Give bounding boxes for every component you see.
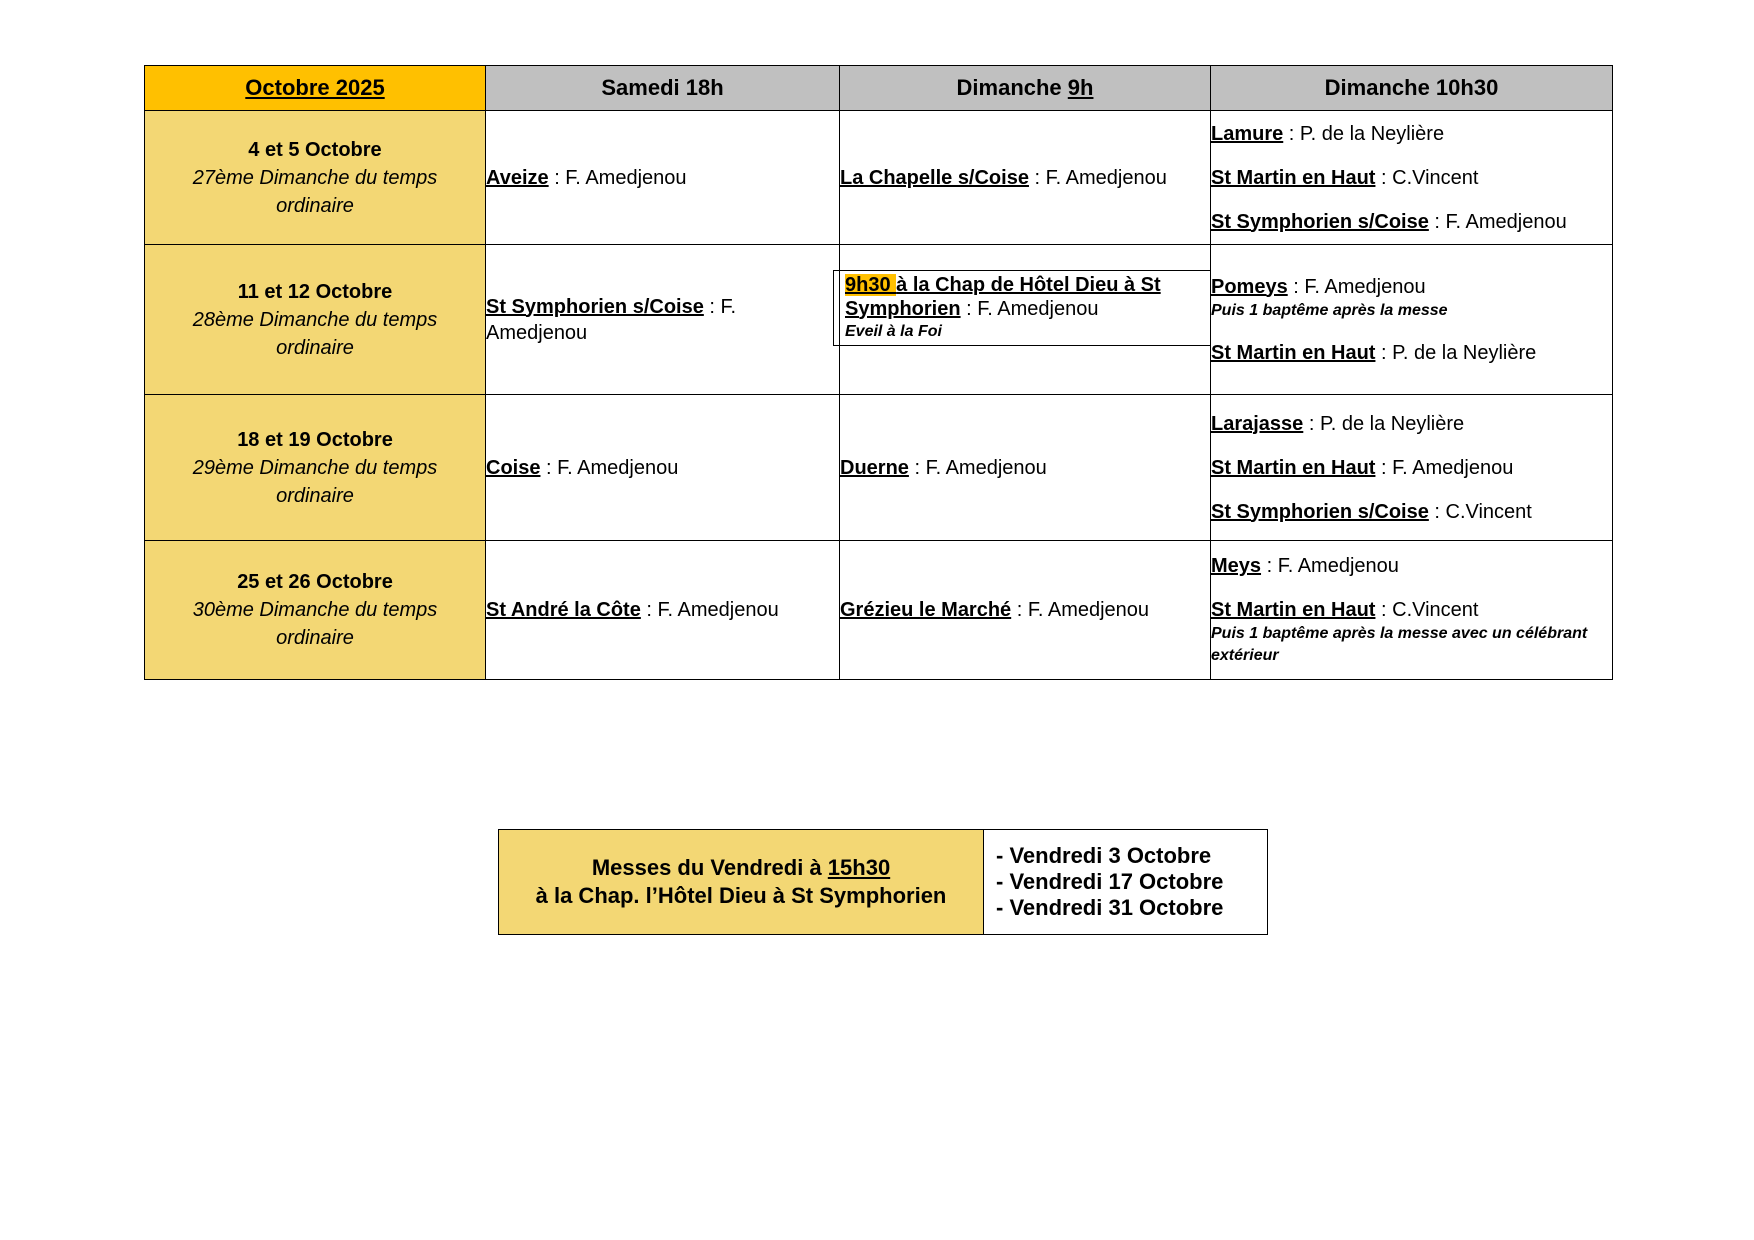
list-item: - Vendredi 31 Octobre bbox=[996, 895, 1224, 920]
place-name: St Martin en Haut bbox=[1211, 599, 1376, 621]
date-cell bbox=[145, 111, 486, 245]
friday-dates-cell bbox=[984, 830, 1268, 935]
place-name: Pomeys bbox=[1211, 275, 1288, 298]
priest-name: : F. Amedjenou bbox=[960, 297, 1099, 320]
priest-name: : F. Amedjenou bbox=[1011, 599, 1150, 621]
place-name: St André la Côte bbox=[486, 599, 641, 621]
place-name: St Symphorien s/Coise bbox=[1211, 500, 1429, 523]
priest-name: : C.Vincent bbox=[1375, 599, 1479, 621]
priest-name: : C.Vincent bbox=[1428, 500, 1532, 523]
place-name: Meys bbox=[1211, 555, 1262, 577]
sunday-9h-cell bbox=[840, 111, 1211, 245]
mass-schedule-table bbox=[144, 65, 1613, 680]
priest-name: : F. Amedjenou bbox=[548, 166, 687, 189]
month-header: Octobre 2025 bbox=[145, 66, 486, 111]
saturday-cell bbox=[486, 541, 840, 680]
list-item: - Vendredi 3 Octobre bbox=[996, 843, 1212, 868]
sunday-9h-cell bbox=[840, 245, 1211, 395]
priest-name: : P. de la Neylière bbox=[1303, 412, 1465, 435]
priest-name: : C.Vincent bbox=[1375, 166, 1479, 189]
table-row bbox=[145, 111, 1613, 245]
special-mass-box bbox=[833, 270, 1211, 346]
liturgical-title: 27ème Dimanche du temps ordinaire bbox=[192, 166, 438, 217]
table-row bbox=[145, 541, 1613, 680]
mass-note: Eveil à la Foi bbox=[845, 322, 942, 340]
priest-name: : F. Amedjenou bbox=[1028, 166, 1167, 189]
sunday-1030-cell bbox=[1211, 111, 1613, 245]
place-name: La Chapelle s/Coise bbox=[840, 166, 1029, 189]
priest-name: : F. Amedjenou bbox=[640, 599, 779, 621]
friday-subtitle: à la Chap. l’Hôtel Dieu à St Symphorien bbox=[535, 883, 947, 908]
date-label: 25 et 26 Octobre bbox=[237, 571, 393, 593]
mass-note: Puis 1 baptême après la messe bbox=[1211, 301, 1448, 319]
date-cell bbox=[145, 245, 486, 395]
place-name: Coise bbox=[486, 456, 541, 479]
table-row bbox=[145, 395, 1613, 541]
friday-title-cell bbox=[499, 830, 984, 935]
saturday-cell bbox=[486, 245, 840, 395]
liturgical-title: 30ème Dimanche du temps ordinaire bbox=[192, 599, 438, 649]
sunday-9h-cell bbox=[840, 395, 1211, 541]
table-row bbox=[499, 830, 1268, 935]
priest-name: : F. Amedjenou bbox=[1375, 456, 1514, 479]
liturgical-title: 28ème Dimanche du temps ordinaire bbox=[192, 308, 438, 359]
place-name: Lamure bbox=[1211, 122, 1284, 145]
place-name: Duerne bbox=[840, 456, 909, 479]
header-row bbox=[145, 66, 1613, 111]
date-cell bbox=[145, 541, 486, 680]
date-cell bbox=[145, 395, 486, 541]
priest-name: : F. Amedjenou bbox=[908, 456, 1047, 479]
sunday-1030-header: Dimanche 10h30 bbox=[1211, 66, 1613, 111]
liturgical-title: 29ème Dimanche du temps ordinaire bbox=[192, 456, 438, 507]
friday-masses-table bbox=[498, 829, 1268, 935]
priest-name: : P. de la Neylière bbox=[1375, 341, 1537, 364]
priest-name: : F. Amedjenou bbox=[1287, 275, 1426, 298]
priest-name: : F. Amedjenou bbox=[1261, 555, 1399, 577]
saturday-cell bbox=[486, 111, 840, 245]
priest-name: : F. Amedjenou bbox=[540, 456, 679, 479]
place-name: St Martin en Haut bbox=[1211, 166, 1376, 189]
saturday-header: Samedi 18h bbox=[486, 66, 840, 111]
priest-name: : P. de la Neylière bbox=[1283, 122, 1445, 145]
place-name: Aveize bbox=[486, 166, 549, 189]
place-name: à la Chap de Hôtel Dieu à St Symphorien bbox=[845, 273, 1161, 320]
place-name: St Martin en Haut bbox=[1211, 456, 1376, 479]
place-name: St Symphorien s/Coise bbox=[1211, 210, 1429, 233]
priest-name: : F. Amedjenou bbox=[1428, 210, 1567, 233]
mass-note: Puis 1 baptême après la messe avec un célébrant extérieur bbox=[1211, 625, 1588, 664]
friday-title: Messes du Vendredi à 15h30 bbox=[591, 855, 891, 880]
date-label: 11 et 12 Octobre bbox=[237, 280, 393, 303]
sunday-1030-cell bbox=[1211, 541, 1613, 680]
list-item: - Vendredi 17 Octobre bbox=[996, 869, 1224, 894]
place-name: St Symphorien s/Coise bbox=[486, 295, 704, 318]
sunday-9h-cell bbox=[840, 541, 1211, 680]
priest-name: : F. Amedjenou bbox=[486, 295, 737, 344]
sunday-9h-header: Dimanche 9h bbox=[840, 66, 1211, 111]
saturday-cell bbox=[486, 395, 840, 541]
place-name: St Martin en Haut bbox=[1211, 341, 1376, 364]
place-name: Larajasse bbox=[1211, 412, 1304, 435]
sunday-1030-cell bbox=[1211, 245, 1613, 395]
date-label: 18 et 19 Octobre bbox=[237, 428, 393, 451]
place-name: Grézieu le Marché bbox=[840, 599, 1012, 621]
table-row bbox=[145, 245, 1613, 395]
date-label: 4 et 5 Octobre bbox=[248, 138, 382, 161]
sunday-1030-cell bbox=[1211, 395, 1613, 541]
mass-time: 9h30 bbox=[845, 273, 897, 296]
